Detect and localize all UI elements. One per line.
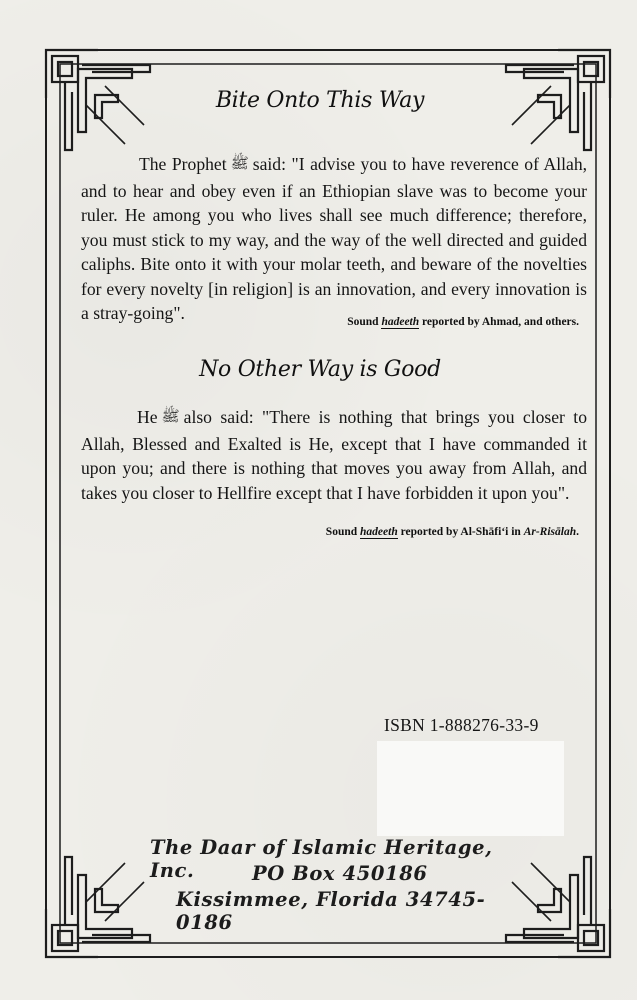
publisher-name: The Daar of Islamic Heritage, Inc. <box>150 836 493 882</box>
section2-paragraph <box>81 405 587 505</box>
section2-citation <box>326 526 579 538</box>
salla-symbol: ﷺ <box>230 156 249 172</box>
section1-citation <box>347 316 579 328</box>
section2-text-before: He <box>137 407 158 427</box>
citation-book: Ar-Risālah <box>523 526 577 538</box>
publisher-address: Kissimmee, Florida 34745-0186 <box>176 888 486 934</box>
corner-ornament-bottom-right <box>506 857 610 957</box>
salla-symbol: ﷺ <box>161 409 180 425</box>
section2-title: No Other Way is Good <box>199 357 441 382</box>
citation-prefix: Sound <box>347 316 382 328</box>
section1-text-after: said: "I advise you to have reverence of Allah, and to hear and obey even if an Ethiopian slave was to become your ruler. He among you who lives shall see much difference; therefore, you must stick to my way, and the way of the well directed and guided caliphs. Bite onto it with your molar teeth, and beware of the novelties for every novelty [in religion] is an innovation, and every innovation is a stray-going". <box>81 154 588 323</box>
publisher-po-box: PO Box 450186 <box>252 862 428 885</box>
isbn-number: ISBN 1-888276-33-9 <box>384 715 539 735</box>
section1-paragraph <box>81 152 587 326</box>
section1-title: Bite Onto This Way <box>215 88 425 113</box>
citation-suffix: reported by Ahmad, and others. <box>419 316 579 328</box>
section2-text-after: also said: "There is nothing that brings you closer to Allah, Blessed and Exalted is He, except that I have commanded it upon you; and there is nothing that moves you away from Allah, and takes you closer to Hellfire except that I have forbidden it upon you". <box>81 407 587 503</box>
citation-prefix: Sound <box>325 526 361 538</box>
citation-middle: reported by Al-Shāfi‘i in <box>397 526 524 538</box>
barcode-area <box>377 741 564 836</box>
citation-term: hadeeth <box>360 526 398 538</box>
corner-ornament-bottom-left <box>46 857 150 957</box>
citation-end: . <box>576 526 579 538</box>
citation-term: hadeeth <box>381 316 420 328</box>
section1-text-before: The Prophet <box>139 154 227 174</box>
